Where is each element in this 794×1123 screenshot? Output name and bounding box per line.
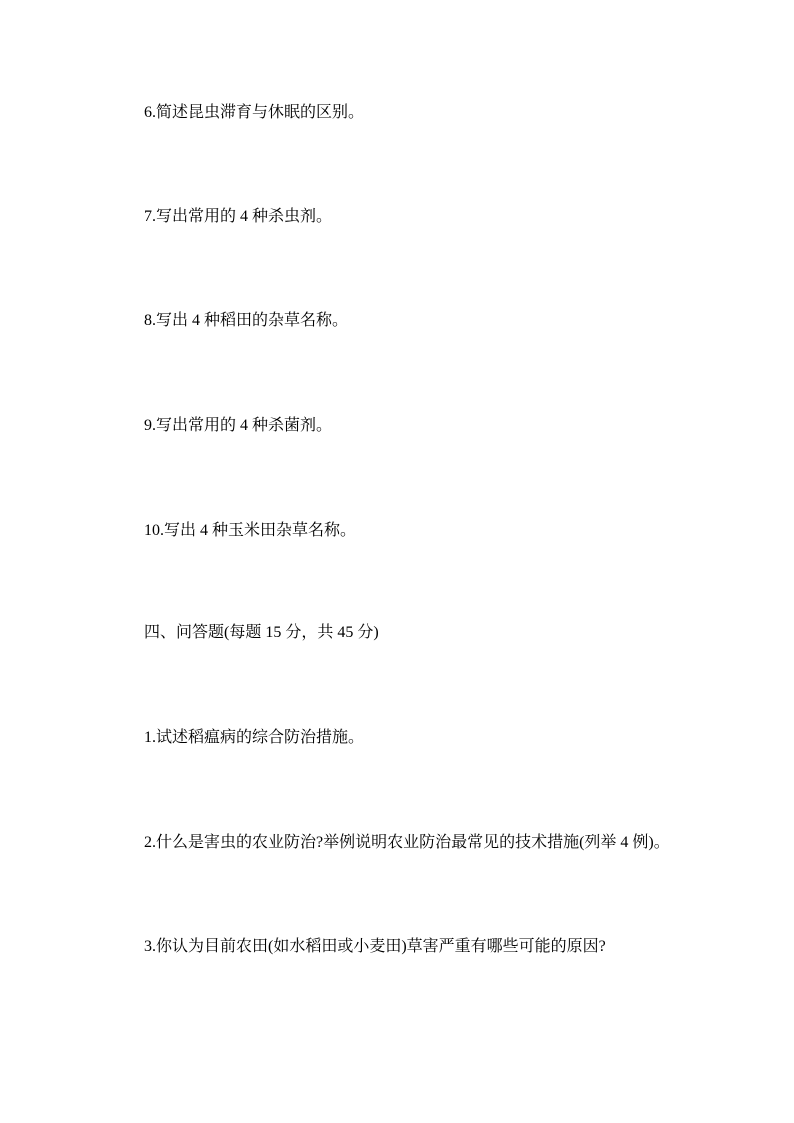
essay-question-3: 3.你认为目前农田(如水稻田或小麦田)草害严重有哪些可能的原因? — [144, 938, 606, 955]
short-answer-question-10: 10.写出 4 种玉米田杂草名称。 — [144, 522, 357, 539]
section-heading: 四、问答题(每题 15 分，共 45 分) — [144, 624, 379, 641]
short-answer-question-6: 6.简述昆虫滞育与休眠的区别。 — [144, 104, 365, 121]
short-answer-question-9: 9.写出常用的 4 种杀菌剂。 — [144, 417, 333, 434]
short-answer-question-7: 7.写出常用的 4 种杀虫剂。 — [144, 208, 333, 225]
essay-question-2: 2.什么是害虫的农业防治?举例说明农业防治最常见的技术措施(列举 4 例)。 — [144, 834, 670, 851]
essay-question-1: 1.试述稻瘟病的综合防治措施。 — [144, 729, 365, 746]
short-answer-question-8: 8.写出 4 种稻田的杂草名称。 — [144, 312, 349, 329]
